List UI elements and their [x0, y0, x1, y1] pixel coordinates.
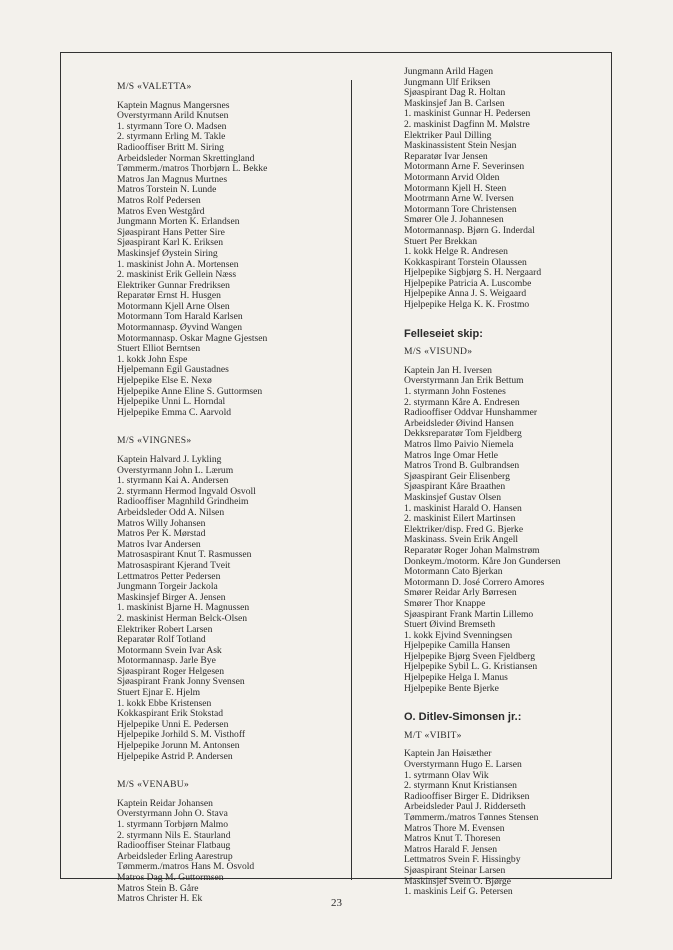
crew-member: Motormann Arvid Olden	[404, 171, 500, 183]
crew-list	[404, 366, 614, 694]
crew-member: Hjelpepike Anne Eline S. Guttormsen	[117, 385, 263, 397]
page-number: 23	[331, 897, 342, 909]
column-divider	[351, 80, 352, 880]
crew-member: Smører Thor Knappe	[404, 597, 486, 609]
crew-list	[404, 67, 614, 311]
crew-member: Kaptein Jan Høisæther	[404, 748, 492, 760]
ship-block-valetta	[117, 82, 352, 418]
crew-member: Motormann D. José Correro Amores	[404, 576, 545, 588]
crew-member: Hjelpepike Bjørg Sveen Fjeldberg	[404, 650, 536, 662]
crew-member: 2. maskinist Herman Belck-Olsen	[117, 612, 248, 624]
crew-member: 1. styrmann Kai A. Andersen	[117, 475, 229, 487]
crew-member: 1. sytrmann Olav Wik	[404, 769, 489, 781]
crew-member: 1. kokk Ebbe Kristensen	[117, 697, 212, 709]
crew-member: Maskinsjef Gustav Olsen	[404, 491, 501, 503]
crew-member: 1. styrmann Torbjørn Malmo	[117, 819, 229, 830]
crew-member: 1. styrmann Tore O. Madsen	[117, 120, 227, 132]
crew-member: Reparatør Ernst H. Husgen	[117, 290, 221, 302]
crew-member: Sjøaspirant Roger Helgesen	[117, 665, 225, 677]
crew-member: Hjelpepike Helga K. K. Frostmo	[404, 299, 530, 311]
crew-member: Maskinsjef Svein O. Bjørge	[404, 875, 511, 887]
crew-member: Dekksreparatør Tom Fjeldberg	[404, 428, 522, 440]
crew-member: Kaptein Reidar Johansen	[117, 797, 213, 809]
crew-member: Motormannasp. Oskar Magne Gjestsen	[117, 332, 268, 344]
crew-member: Hjelpepike Astrid P. Andersen	[117, 750, 233, 762]
crew-member: 2. styrmann Knut Kristiansen	[404, 780, 517, 792]
right-column	[404, 67, 614, 916]
crew-member: Stuert Ejnar E. Hjelm	[117, 687, 201, 699]
crew-member: Stuert Elliot Berntsen	[117, 343, 201, 355]
crew-member: Matros Knut T. Thoresen	[404, 833, 501, 845]
crew-member: Motormannasp. Jarle Bye	[117, 655, 216, 667]
crew-member: Arbeidsleder Odd A. Nilsen	[117, 506, 225, 518]
ship-block-venabu	[117, 780, 352, 905]
crew-member: Sjøaspirant Dag R. Holtan	[404, 87, 506, 99]
crew-member: Lettmatros Petter Pedersen	[117, 570, 221, 582]
crew-member: Smører Reidar Arly Børresen	[404, 587, 517, 599]
crew-member: Motormannasp. Øyvind Wangen	[117, 322, 243, 334]
crew-member: Elektriker Gunnar Fredriksen	[117, 279, 230, 291]
crew-member: Motormann Arne F. Severinsen	[404, 161, 525, 173]
ship-heading: M/S «VALETTA»	[117, 81, 192, 92]
left-column	[117, 82, 352, 923]
crew-list	[117, 101, 352, 419]
crew-member: Kokkaspirant Erik Stokstad	[117, 708, 224, 720]
crew-member: Sjøaspirant Frank Jonny Svensen	[117, 676, 245, 688]
ship-heading: M/T «VIBIT»	[404, 729, 462, 741]
crew-member: Motormann Kjell H. Steen	[404, 182, 507, 194]
crew-member: Maskinsjef Birger A. Jensen	[117, 591, 226, 603]
crew-member: Matros Christer H. Ek	[117, 893, 203, 905]
crew-member: 1. maskinist Gunnar H. Pedersen	[404, 108, 531, 120]
crew-member: Motormann Kjell Arne Olsen	[117, 300, 230, 312]
crew-member: Tømmerm./matros Hans M. Osvold	[117, 861, 255, 873]
crew-member: Matros Jan Magnus Murtnes	[117, 173, 228, 185]
crew-member: Motormann Svein Ivar Ask	[117, 644, 222, 656]
crew-member: Matros Ilmo Paivio Niemela	[404, 439, 514, 450]
crew-member: 1. maskinis Leif G. Petersen	[404, 886, 513, 898]
crew-member: 2. styrmann Hermod Ingvald Osvoll	[117, 485, 256, 497]
crew-member: Motormann Tore Christensen	[404, 203, 517, 215]
ship-heading: M/S «VISUND»	[404, 346, 473, 358]
crew-member: 1. kokk Helge R. Andresen	[404, 246, 508, 258]
crew-member: Radiooffiser Britt M. Siring	[117, 141, 224, 153]
crew-member: Hjelpepike Camilla Hansen	[404, 640, 511, 652]
crew-member: Hjelpepike Unni E. Pedersen	[117, 718, 229, 730]
crew-member: Reparatør Rolf Totland	[117, 634, 206, 646]
crew-member: Sjøaspirant Steinar Larsen	[404, 864, 506, 876]
crew-member: Hjelpepike Jorunn M. Antonsen	[117, 740, 240, 752]
crew-member: Matros Dag M. Guttormsen	[117, 871, 224, 883]
crew-member: 1. maskinist Harald O. Hansen	[404, 502, 522, 514]
crew-member: Sjøaspirant Frank Martin Lillemo	[404, 608, 534, 620]
crew-member: Matros Willy Johansen	[117, 517, 206, 529]
crew-list	[404, 749, 614, 897]
crew-member: Hjelpemann Egil Gaustadnes	[117, 364, 229, 376]
crew-member: 2. styrmann Kåre A. Endresen	[404, 396, 520, 408]
crew-member: Hjelpepike Anna J. S. Weigaard	[404, 288, 527, 300]
crew-member: Maskinassistent Stein Nesjan	[404, 140, 517, 152]
crew-member: Reparatør Ivar Jensen	[404, 150, 488, 162]
crew-member: Matros Rolf Pedersen	[117, 194, 201, 206]
crew-member: Matros Per K. Mørstad	[117, 528, 206, 540]
crew-member: Hjelpepike Else E. Nexø	[117, 375, 212, 387]
crew-member: Arbeidsleder Paul J. Ridderseth	[404, 801, 526, 813]
crew-member: 1. maskinist Bjarne H. Magnussen	[117, 602, 250, 614]
crew-member: Lettmatros Svein F. Hissingby	[404, 854, 521, 866]
section-ditlev-simonsen	[404, 712, 614, 898]
crew-member: Matros Torstein N. Lunde	[117, 184, 217, 196]
crew-member: Overstyrmann Hugo E. Larsen	[404, 759, 522, 771]
section-felleseiet	[404, 329, 614, 695]
crew-member: Maskinass. Svein Erik Angell	[404, 534, 519, 546]
crew-member: Hjelpepike Unni L. Horndal	[117, 396, 226, 408]
crew-member: Arbeidsleder Erling Aarestrup	[117, 850, 233, 862]
crew-member: Arbeidsleder Norman Skrettingland	[117, 152, 255, 164]
crew-member: Motormannasp. Bjørn G. Inderdal	[404, 224, 535, 236]
crew-member: Maskinsjef Øystein Siring	[117, 247, 218, 259]
crew-member: Jungmann Morten K. Erlandsen	[117, 216, 240, 228]
crew-member: Sjøaspirant Kåre Braathen	[404, 481, 506, 493]
crew-member: Radiooffiser Birger E. Didriksen	[404, 790, 530, 802]
crew-member: Jungmann Torgeir Jackola	[117, 581, 218, 593]
crew-member: Matros Inge Omar Hetle	[404, 449, 499, 461]
crew-member: Hjelpepike Bente Bjerke	[404, 682, 499, 694]
crew-member: Kaptein Magnus Mangersnes	[117, 99, 230, 111]
crew-member: Sjøaspirant Geir Elisenberg	[404, 470, 510, 482]
ship-heading: M/S «VINGNES»	[117, 435, 192, 447]
crew-member: Kokkaspirant Torstein Olaussen	[404, 256, 527, 268]
crew-member: Stuert Per Brekkan	[404, 235, 478, 247]
crew-member: 2. maskinist Eilert Martinsen	[404, 513, 516, 525]
crew-member: Motormann Tom Harald Karlsen	[117, 311, 243, 323]
crew-member: Hjelpepike Helga I. Manus	[404, 672, 508, 684]
crew-member: Matros Ivar Andersen	[117, 538, 201, 550]
crew-member: Reparatør Roger Johan Malmstrøm	[404, 544, 540, 556]
crew-member: Radiooffiser Magnhild Grindheim	[117, 496, 249, 508]
crew-member: Overstyrmann Jan Erik Bettum	[404, 375, 524, 387]
crew-member: Hjelpepike Patricia A. Luscombe	[404, 277, 532, 289]
crew-member: Arbeidsleder Øivind Hansen	[404, 417, 514, 429]
crew-list	[117, 455, 352, 762]
crew-member: 2. styrmann Erling M. Takle	[117, 131, 226, 143]
crew-member: Sjøaspirant Hans Petter Sire	[117, 226, 225, 238]
crew-member: Hjelpepike Sybil L. G. Kristiansen	[404, 661, 538, 673]
crew-member: Radiooffiser Steinar Flatbaug	[117, 840, 231, 852]
crew-member: 1. kokk Ejvind Svenningsen	[404, 629, 513, 641]
crew-member: Matros Stein B. Gåre	[117, 882, 199, 894]
crew-member: Kaptein Jan H. Iversen	[404, 364, 492, 376]
crew-member: Elektriker Paul Dilling	[404, 129, 492, 141]
crew-member: Jungmann Arild Hagen	[404, 66, 493, 77]
crew-member: Donkeym./motorm. Kåre Jon Gundersen	[404, 555, 561, 567]
crew-list	[117, 799, 352, 905]
ship-heading: M/S «VENABU»	[117, 779, 190, 791]
crew-member: 1. maskinist John A. Mortensen	[117, 258, 239, 270]
crew-member: Elektriker Robert Larsen	[117, 623, 213, 635]
ship-block-vingnes	[117, 436, 352, 762]
crew-member: Tømmerm./matros Thorbjørn L. Bekke	[117, 163, 268, 175]
crew-member: Elektriker/disp. Fred G. Bjerke	[404, 523, 524, 535]
crew-member: 2. maskinist Erik Gellein Næss	[117, 269, 237, 281]
company-heading: O. Ditlev-Simonsen jr.:	[404, 711, 522, 724]
crew-member: Hjelpepike Sigbjørg S. H. Nergaard	[404, 267, 542, 279]
crew-member: Matros Trond B. Gulbrandsen	[404, 460, 520, 472]
crew-member: Matros Harald F. Jensen	[404, 843, 498, 855]
crew-member: Smører Ole J. Johannesen	[404, 214, 504, 226]
crew-member: Matrosaspirant Knut T. Rasmussen	[117, 549, 252, 561]
crew-member: 1. styrmann John Fostenes	[404, 386, 506, 398]
crew-member: Maskinsjef Jan B. Carlsen	[404, 97, 505, 109]
crew-member: Matrosaspirant Kjerand Tveit	[117, 559, 231, 571]
crew-member: Sjøaspirant Karl K. Eriksen	[117, 237, 224, 249]
crew-member: 2. maskinist Dagfinn M. Mølstre	[404, 118, 530, 130]
crew-member: 2. styrmann Nils E. Staurland	[117, 829, 231, 841]
crew-member: Stuert Øivind Bremseth	[404, 619, 496, 631]
crew-member: Radiooffiser Oddvar Hunshammer	[404, 407, 538, 419]
crew-member: Motormann Cato Bjerkan	[404, 566, 503, 578]
crew-member: 1. kokk John Espe	[117, 353, 188, 365]
crew-member: Overstyrmann John L. Lærum	[117, 464, 234, 476]
crew-member: Hjelpepike Emma C. Aarvold	[117, 406, 232, 418]
company-heading: Felleseiet skip:	[404, 327, 483, 340]
crew-member: Hjelpepike Jorhild S. M. Visthoff	[117, 729, 246, 741]
crew-member: Kaptein Halvard J. Lykling	[117, 454, 222, 465]
crew-member: Matros Thore M. Evensen	[404, 822, 505, 834]
crew-member: Overstyrmann John O. Stava	[117, 808, 228, 820]
crew-member: Tømmerm./matros Tønnes Stensen	[404, 812, 539, 823]
continued-crew-block	[404, 67, 614, 311]
crew-member: Mootrmann Arne W. Iversen	[404, 193, 514, 205]
crew-member: Matros Even Westgård	[117, 205, 205, 217]
crew-member: Overstyrmann Arild Knutsen	[117, 110, 229, 122]
crew-member: Jungmann Ulf Eriksen	[404, 76, 491, 88]
